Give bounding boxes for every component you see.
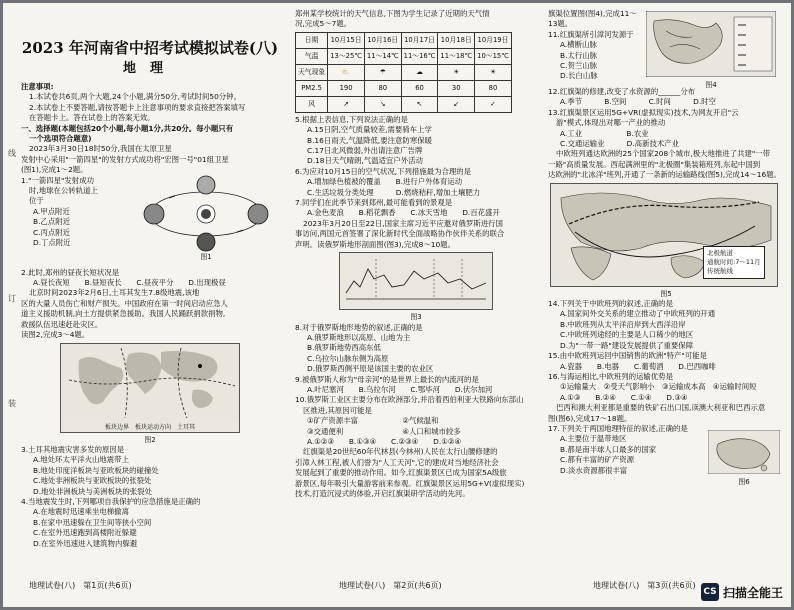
figure-5-route-map	[550, 183, 778, 287]
option: C.都有丰富的矿产资源	[560, 455, 635, 465]
passage-line: 游景区,每年吸引大量游客前来参观。红旗渠景区运用5G+V(虚拟现实)	[295, 478, 525, 488]
passage-line: 况,完成5～7题。	[295, 19, 352, 29]
option: B.中欧班列从太平洋沿岸到大西洋沿岸	[560, 319, 686, 329]
wind-icon: ↘	[364, 96, 401, 112]
table-header-cell: 日期	[296, 32, 328, 48]
question-stem: 8.对于俄罗斯地形地势的叙述,正确的是	[295, 322, 423, 332]
passage-line: 2023年3月30日18时50分,我国在太原卫星	[29, 144, 172, 154]
option: D.丁点附近	[33, 238, 71, 248]
question-stem: 游"模式,体现出对哪一产业的推动	[556, 118, 666, 128]
option: D.18日天气晴朗,气温适宜户外活动	[307, 156, 423, 166]
rain-cloud-icon: ☂	[364, 64, 401, 80]
passage-line: 巴西和澳大利亚都是重要的铁矿石出口国,读澳大利亚和巴西示意	[556, 403, 766, 413]
figure-6-caption: 图6	[738, 478, 750, 487]
page-3-column	[548, 9, 784, 599]
question-stem: 1."一箭四星"发射成功	[21, 175, 94, 185]
note-line: 在答题卡上。答在试卷上的答案无效。	[29, 113, 155, 123]
table-cell: 11～18℃	[438, 48, 475, 64]
table-cell: 80	[364, 80, 401, 96]
table-cell: 80	[475, 80, 512, 96]
passage-line: 郑州某学校统计的天气信息,下图为学生记录了近期的天气情	[295, 9, 490, 18]
option: B.16日雨天,气温降低,要注意防寒保暖	[307, 135, 432, 145]
option: C.17日北风微弱,外出请注意广告牌	[307, 146, 423, 156]
question-stem: 区推进,其原因可能是	[303, 405, 372, 415]
question-stem: 14.下列关于中欧班列的叙述,正确的是	[548, 299, 673, 309]
option-row: A.①②③ B.①③④ C.②③④ D.①②④	[307, 436, 462, 446]
option-row: ①运输量大 ②受天气影响小 ③运输成本高 ④运输时间短	[560, 382, 757, 392]
note-line: 2.本试卷上不要答题,请按答题卡上注意事项的要求直接把答案填写	[29, 102, 246, 112]
section-heading: 一、选择题(本题包括20个小题,每小题1分,共20分。每小题只有	[21, 123, 234, 133]
option-row: C.交通运输业 D.高新技术产业	[560, 139, 680, 149]
option: C.丙点附近	[33, 227, 71, 237]
wind-icon: ↗	[328, 96, 365, 112]
option: C.贺兰山脉	[560, 61, 598, 71]
passage-line: 北京时间2023年2月6日,土耳其发生7.8级地震,该地	[29, 288, 200, 298]
table-cell: 60	[401, 80, 438, 96]
option: B.地处印度洋板块与亚欧板块的碰撞处	[33, 465, 159, 475]
question-stem: 7.同学们在此季节来到郑州,最可能看到的景观是	[295, 198, 453, 208]
option: D.俄罗斯西侧平原是该国主要的农业区	[307, 364, 434, 374]
passage-line: 中欧班列通达欧洲的25个国家208个城市,极大地推进了共建"一带	[556, 149, 771, 159]
page-1-footer: 地理试卷(八) 第1页(共6页)	[29, 581, 132, 590]
question-stem: 5.根据上表信息,下列说法正确的是	[295, 114, 408, 124]
legend-line: 北极航道	[707, 248, 733, 257]
passage-line: 13题。	[548, 19, 573, 29]
option: B.在家中迅速躲在卫生间等狭小空间	[33, 517, 152, 527]
sun-icon: ☀	[475, 64, 512, 80]
question-17-block	[548, 423, 784, 487]
question-stem: 15.由中欧班列运回中国销售的欧洲"特产"可能是	[548, 351, 707, 361]
passage-line: 技术,打造沉浸式的体验,开启红旗渠研学活动的先河。	[295, 489, 470, 498]
option: D.淡水资源都很丰富	[560, 465, 628, 475]
wind-icon: ↖	[401, 96, 438, 112]
weather-table	[295, 32, 512, 113]
table-header-cell: 10月15日	[328, 32, 365, 48]
question-11-block	[548, 9, 784, 90]
exam-subject: 地理	[122, 61, 177, 76]
option-row: A.瓷器 B.电器 C.葡萄酒 D.巴西咖啡	[560, 361, 716, 371]
option: A.在地震时迅速乘坐电梯撤离	[33, 507, 129, 517]
table-header-cell: 10月18日	[438, 32, 475, 48]
figure-1-caption: 图1	[200, 252, 212, 261]
question-stem: 时,地球在公转轨道上	[29, 186, 98, 196]
table-cell: 30	[438, 80, 475, 96]
camscanner-logo-icon: CS	[701, 583, 719, 601]
legend-line: 通航时间:7～11月	[707, 257, 761, 266]
camscanner-label: 扫描全能王	[722, 585, 783, 600]
table-cell: 10～15℃	[475, 48, 512, 64]
option: A.15日阴,空气质量较差,需要骑车上学	[307, 125, 432, 135]
table-row-label: 天气现象	[296, 64, 328, 80]
option-row: A.叶尼塞河 B.乌拉尔河 C.鄂毕河 D.伏尔加河	[307, 384, 493, 394]
table-cell: 11～14℃	[364, 48, 401, 64]
page-3-footer: 地理试卷(八) 第3页(共6页)	[593, 581, 696, 590]
table-cell: 190	[328, 80, 365, 96]
passage-line: 道主义援助机制,向土方提供紧急援助。我国人民踊跃捐款捐物,	[21, 309, 226, 319]
option: A.横断山脉	[560, 40, 597, 50]
passage-line: 救援队伍迅速赶赴灾区。	[21, 319, 103, 329]
figure-3-cross-section	[339, 252, 493, 310]
figure-3-caption: 图3	[410, 313, 422, 322]
note-line: 1.本试卷共6页,两个大题,24个小题,满分50分,考试时间50分钟。	[29, 92, 241, 102]
notes-heading: 注意事项:	[21, 82, 54, 91]
option-row: A.增加绿色植被的覆盖 B.进行户外体育运动	[307, 177, 463, 187]
figure-1-orbit-diagram	[139, 170, 273, 262]
option: A.甲点附近	[33, 206, 70, 216]
passage-line: 2023年3月20日至22日,国家主席习近平应邀对俄罗斯进行国	[303, 218, 503, 228]
table-header-cell: 10月16日	[364, 32, 401, 48]
figure-2-plate-map	[60, 343, 240, 433]
passage-line: 红旗渠是20世纪60年代林县(今林州)人民在太行山腰修建的	[303, 447, 498, 457]
table-row-label: 风	[296, 96, 328, 112]
figure-5-legend-box	[703, 246, 765, 279]
figure-4-map	[646, 11, 776, 90]
question-stem: 4.当地震发生时,下列哪项自我保护的应急措施是正确的	[21, 496, 201, 506]
option: D.为"一带一路"建设发展提供了重要保障	[560, 340, 694, 350]
option-row: A.季节 B.空间 C.时间 D.时空	[560, 97, 716, 107]
sun-icon: ☀	[438, 64, 475, 80]
option: D.地处非洲板块与美洲板块的张裂处	[33, 486, 152, 496]
passage-line: 发展起到了重要的推动作用。如今,红旗渠景区已成为国家5A级旅	[295, 468, 507, 478]
question-stem: 6.为应对10月15日的空气状况,下列措施最为合理的是	[295, 166, 472, 176]
camscanner-watermark	[701, 583, 783, 601]
check-icon: ✓	[475, 96, 512, 112]
table-row-label: PM2.5	[296, 80, 328, 96]
option: A.国家间外交关系的建立推动了中欧班列的开通	[560, 309, 716, 319]
section-heading: 一个选项符合题意)	[29, 134, 92, 144]
option: B.都是南半球人口最多的国家	[560, 444, 657, 454]
table-header-cell: 10月17日	[401, 32, 438, 48]
binding-mark-1: 线	[8, 149, 16, 158]
figure-5-caption: 图5	[660, 289, 672, 298]
exam-sheet	[3, 3, 791, 607]
option: B.俄罗斯地势西高东低	[307, 343, 381, 353]
question-stem: 17.下列关于两国地理特征的叙述,正确的是	[548, 423, 688, 433]
option-row: A.昼长夜短 B.昼短夜长 C.昼夜平分 D.出现极昼	[33, 278, 226, 288]
option-row: ①矿产资源丰富 ②气候温和	[307, 416, 439, 426]
option: B.乙点附近	[33, 217, 70, 227]
table-row-label: 气温	[296, 48, 328, 64]
page-2-footer: 地理试卷(八) 第2页(共6页)	[339, 581, 442, 590]
exam-title: 2023 年河南省中招考试模拟试卷(八)	[21, 39, 279, 57]
figure-2-legend: 板块边界 板块运动方向 土耳其	[104, 423, 195, 431]
option-row: A.①③ B.②④ C.①④ D.③④	[560, 392, 688, 402]
figure-2-caption: 图2	[144, 435, 156, 444]
question-stem: 10.俄罗斯工业区主要分布在欧洲部分,并沿着西伯利亚大铁路向东部山	[295, 395, 524, 405]
question-stem: 12.红旗渠的修建,改变了水资源的______分布	[548, 87, 696, 96]
option: C.地处非洲板块与亚欧板块的张裂处	[33, 476, 152, 486]
figure-6-map	[708, 430, 780, 487]
option: A.地处环太平洋火山地震带上	[33, 455, 129, 465]
figure-4-caption: 图4	[705, 81, 717, 90]
passage-line: 事访问,两国元首签署了深化新时代全面战略协作伙伴关系的联合	[295, 229, 505, 239]
question-stem: 2.此时,郑州的昼夜长短状况是	[21, 267, 120, 277]
option: D.在室外迅速进入建筑物内躲避	[33, 538, 138, 548]
passage-line: 发射中心采用"一箭四星"的发射方式成功将"宏图一号"01组卫星	[21, 154, 229, 164]
passage-line: 读图2,完成3～4题。	[21, 330, 90, 340]
question-stem: 3.土耳其地震灾害多发的原因是	[21, 444, 125, 454]
option: C.在室外迅速跑到高楼附近躲避	[33, 528, 137, 538]
question-stem: 11.红旗渠所引漳河发源于	[548, 29, 634, 39]
question-stem: 9.被俄罗斯人称为"母亲河"的是世界上最长的内流河的是	[295, 374, 479, 384]
binding-mark-3: 装	[8, 399, 16, 408]
passage-line: 引漳入林工程,被人们誉为"人工天河",它的建成对当地经济社会	[295, 457, 499, 467]
passage-line: 区的大量人员伤亡和财产损失。中国政府在第一时间启动应急人	[21, 298, 228, 308]
passage-line: (图1),完成1～2题。	[21, 165, 88, 175]
passage-line: 声明。读俄罗斯地形剖面图(图3),完成8～10题。	[295, 239, 455, 249]
question-stem: 13.红旗渠景区运用5G+VR(虚拟现实)技术,为网友开启"云	[548, 107, 739, 117]
option-row: A.工业 B.农业	[560, 128, 649, 138]
wind-icon: ↙	[438, 96, 475, 112]
binding-mark-2: 订	[8, 294, 16, 303]
question-stem: 位于	[29, 196, 44, 206]
table-cell: 11～16℃	[401, 48, 438, 64]
passage-line: 图(图6),完成17～18题。	[548, 413, 632, 423]
option-row: ③交通便利 ④人口和城市较多	[307, 426, 461, 436]
passage-line: 达欧洲的"北冰洋"班列,开通了一条新的运输路线(图5),完成14～16题。	[548, 170, 781, 180]
page-1-column	[21, 9, 279, 599]
option: D.长白山脉	[560, 71, 598, 81]
cloud-icon: ☁	[401, 64, 438, 80]
question-stem: 16.与海运相比,中欧班列的运输优势是	[548, 371, 673, 381]
passage-line: 一路"高质量发展。西起满洲里的"北极圈"集装箱班列,东起中国到	[548, 159, 761, 169]
option: C.中欧班列途经的主要是人口稀少的地区	[560, 330, 694, 340]
question-1-block	[21, 176, 279, 268]
page-2-column	[295, 9, 537, 599]
option: A.主要位于温带地区	[560, 434, 627, 444]
option: A.俄罗斯地形以高原、山地为主	[307, 332, 411, 342]
passage-line: 旗渠位置图(图4),完成11～	[548, 9, 637, 18]
table-cell: 13～25℃	[328, 48, 365, 64]
sun-cloud-icon: ⛅	[328, 64, 365, 80]
table-header-cell: 10月19日	[475, 32, 512, 48]
option-row: C.生活垃圾分类处理 D.燃烧秸秆,增加土壤肥力	[307, 187, 481, 197]
option-row: A.金色麦浪 B.稻花飘香 C.冰天雪地 D.百花盛开	[307, 208, 500, 218]
legend-line: 传统航线	[707, 266, 733, 275]
option: C.乌拉尔山脉东侧为高原	[307, 353, 389, 363]
option: B.太行山脉	[560, 50, 597, 60]
